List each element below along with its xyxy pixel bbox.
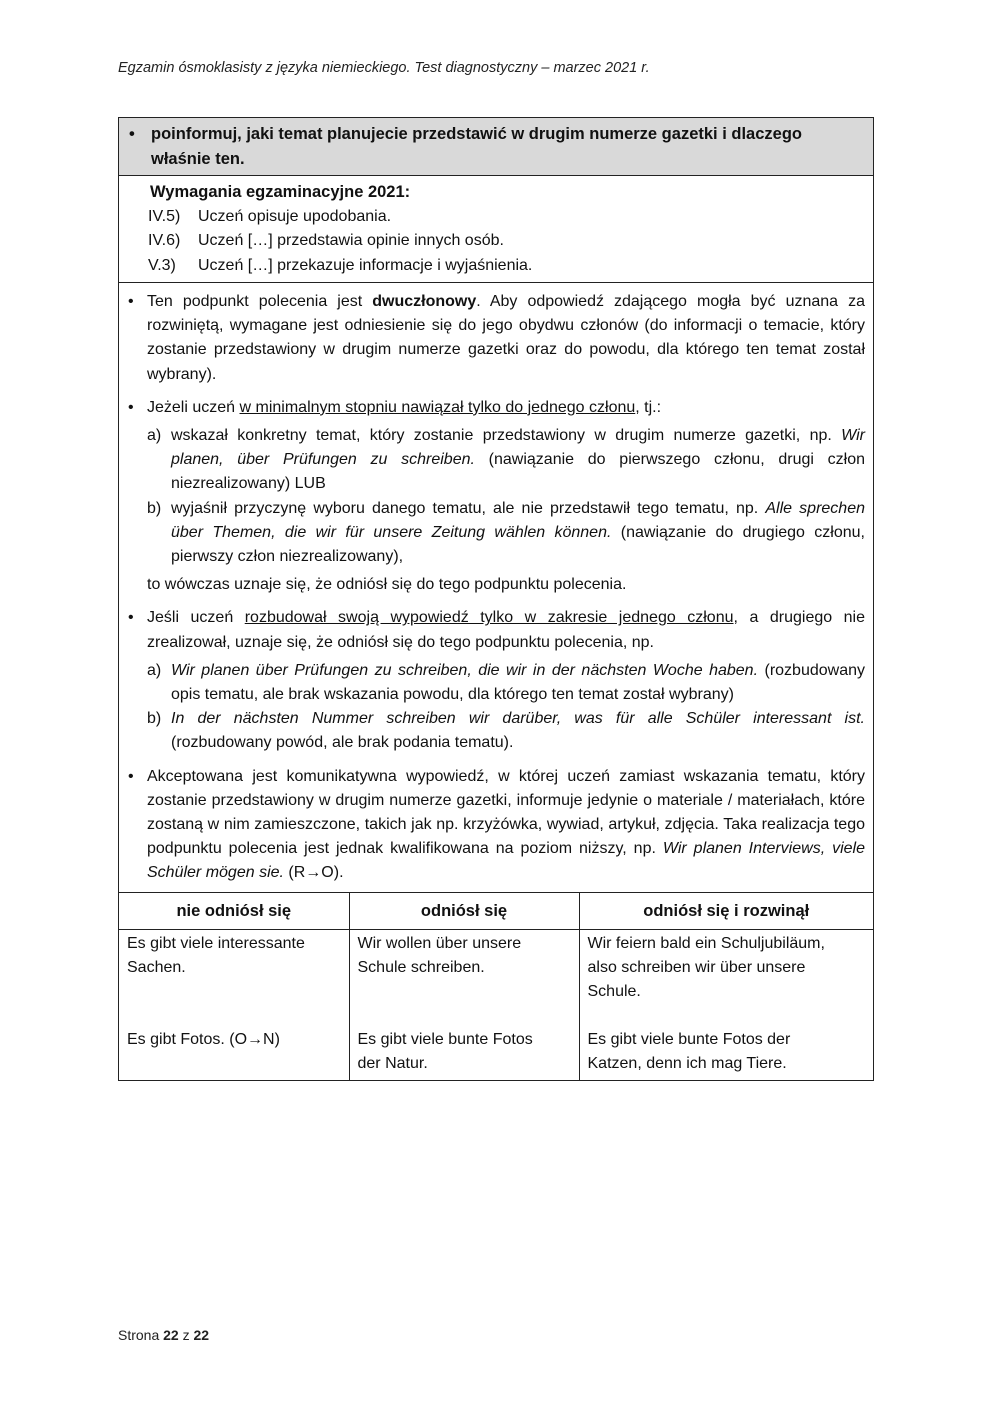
column-header: odniósł się [349,892,579,929]
exam-requirements [119,176,873,283]
column-header: odniósł się i rozwinął [579,892,873,929]
text: (nawiązanie do pierwszego członu, drugi człon niezrealizowany) LUB [171,451,865,493]
cell-text: Es gibt viele bunte Fotos der [587,1030,791,1048]
example-sentence: Wir planen über Prüfungen zu schreiben, die wir in der nächsten Woche haben. [171,661,759,679]
sub-label: a) [147,661,162,679]
requirement-text: Uczeń opisuje upodobania. [198,207,392,225]
guideline-expanded [128,606,865,654]
sub-label: a) [147,427,162,445]
example-sentence: In der nächsten Nummer schreiben wir darüber, was für alle Schüler interessant ist. [171,710,865,728]
cell-text: Wir feiern bald ein Schuljubiläum, [587,934,825,952]
text: Ten podpunkt polecenia jest [147,293,373,310]
requirement-item [148,205,865,230]
bullet-icon: • [128,293,134,310]
cell-text: Wir wollen über unsere [357,934,522,952]
requirement-code: V.3) [148,256,176,274]
requirement-text: Uczeń […] przekazuje informacje i wyjaśnienia. [198,256,533,274]
requirement-code: IV.5) [148,207,181,225]
example-sentence: Wir planen Interviews, viele Schüler mögen sie. [147,840,865,882]
text: (rozbudowany powód, ale brak podania tematu). [171,734,514,752]
table-row [119,929,873,1080]
guideline-two-part [128,290,865,387]
text: wskazał konkretny temat, który zostanie przedstawiony w drugim numerze gazetki, np. [171,427,842,445]
example-sentence: Wir planen, über Prüfungen zu schreiben. [171,427,865,469]
task-text: poinformuj, jaki temat planujecie przedstawić w drugim numerze gazetki i dlaczego właśnie ten. [151,125,802,168]
table-header-row [119,892,873,929]
bullet-icon: • [128,609,134,627]
guideline-minimal [128,396,865,420]
bullet-icon: • [128,767,134,785]
cell-text: Schule. [587,982,641,1000]
sub-item-a [147,659,865,707]
table-cell [579,929,873,1080]
table-cell [119,929,349,1080]
sub-item-a [147,424,865,497]
requirement-text: Uczeń […] przedstawia opinie innych osób. [198,232,504,249]
text: Jeśli uczeń [147,609,245,627]
sub-item-b [147,497,865,570]
cell-text: Schule schreiben. [357,958,485,976]
table-cell [349,929,579,1080]
requirement-item [148,254,865,279]
task-instruction [119,118,873,176]
page-footer [118,1327,209,1343]
cell-text: der Natur. [357,1054,428,1072]
cell-text: also schreiben wir über unsere [587,958,806,976]
requirement-code: IV.6) [148,232,181,249]
scoring-guidelines [119,283,873,892]
conclusion-text: to wówczas uznaje się, że odniósł się do tego podpunktu polecenia. [147,576,627,594]
text: wyjaśnił przyczynę wyboru danego tematu, ale nie przedstawił tego tematu, np. [171,499,766,517]
requirements-title: Wymagania egzaminacyjne 2021: [150,183,411,201]
underlined-text: w minimalnym stopniu nawiązał tylko do jednego członu [239,398,636,416]
text: (R→O). [283,864,344,882]
column-header: nie odniósł się [119,892,349,929]
examples-table [119,892,873,1080]
page-header: Egzamin ósmoklasisty z języka niemieckiego. Test diagnostyczny – marzec 2021 r. [118,60,650,76]
sub-label: b) [147,499,162,517]
cell-text: Es gibt viele bunte Fotos [357,1030,533,1048]
example-sentence: Alle sprechen über Themen, die wir für unsere Zeitung wählen können. [171,499,865,541]
page-total: 22 [193,1327,210,1343]
cell-text: Es gibt Fotos. (O→N) [127,1030,280,1048]
scoring-box [118,117,874,1081]
bullet-icon: • [129,125,135,143]
guideline-material [128,765,865,886]
sub-item-b [147,707,865,755]
page-separator: z [182,1327,190,1343]
text: , tj.: [635,398,662,416]
underlined-text: rozbudował swoją wypowiedź tylko w zakresie jednego członu [244,609,734,627]
page-label: Strona [118,1327,160,1343]
text: , a drugiego nie zrealizował, uznaje się, że odniósł się do tego podpunktu polecenia, np. [147,609,865,651]
text: (rozbudowany opis tematu, ale brak wskazania powodu, dla którego ten temat został wybrany) [171,661,865,704]
requirement-item [148,229,865,254]
cell-text: Es gibt viele interessante [127,934,305,952]
bullet-icon: • [128,398,134,416]
cell-text: Katzen, denn ich mag Tiere. [587,1054,787,1072]
text: Jeżeli uczeń [147,398,240,416]
sub-label: b) [147,710,162,728]
page-number: 22 [163,1327,179,1343]
text: (nawiązanie do drugiego członu, pierwszy człon niezrealizowany), [171,523,865,566]
bold-term: dwuczłonowy [372,293,477,310]
text: Akceptowana jest komunikatywna wypowiedź, w której uczeń zamiast wskazania tematu, który zostanie przedstawiony w drugim numerze gazetki, informuje jedynie o materiale / materiałach, które zostaną w nim zamieszczone, takich jak np. krzyżówka, wywiad, artykuł, zdjęcia. Taka realizacja tego podpunktu polecenia jest jednak kwalifikowana na poziom niższy, np. [147,767,865,858]
cell-text: Sachen. [127,958,186,976]
text: . Aby odpowiedź zdającego mogła być uznana za rozwiniętą, wymagane jest odniesienie się do jego obydwu członów (do informacji o temacie, który zostanie przedstawiony w drugim numerze gazetki oraz do powodu, dla którego ten temat został wybrany). [147,293,866,383]
